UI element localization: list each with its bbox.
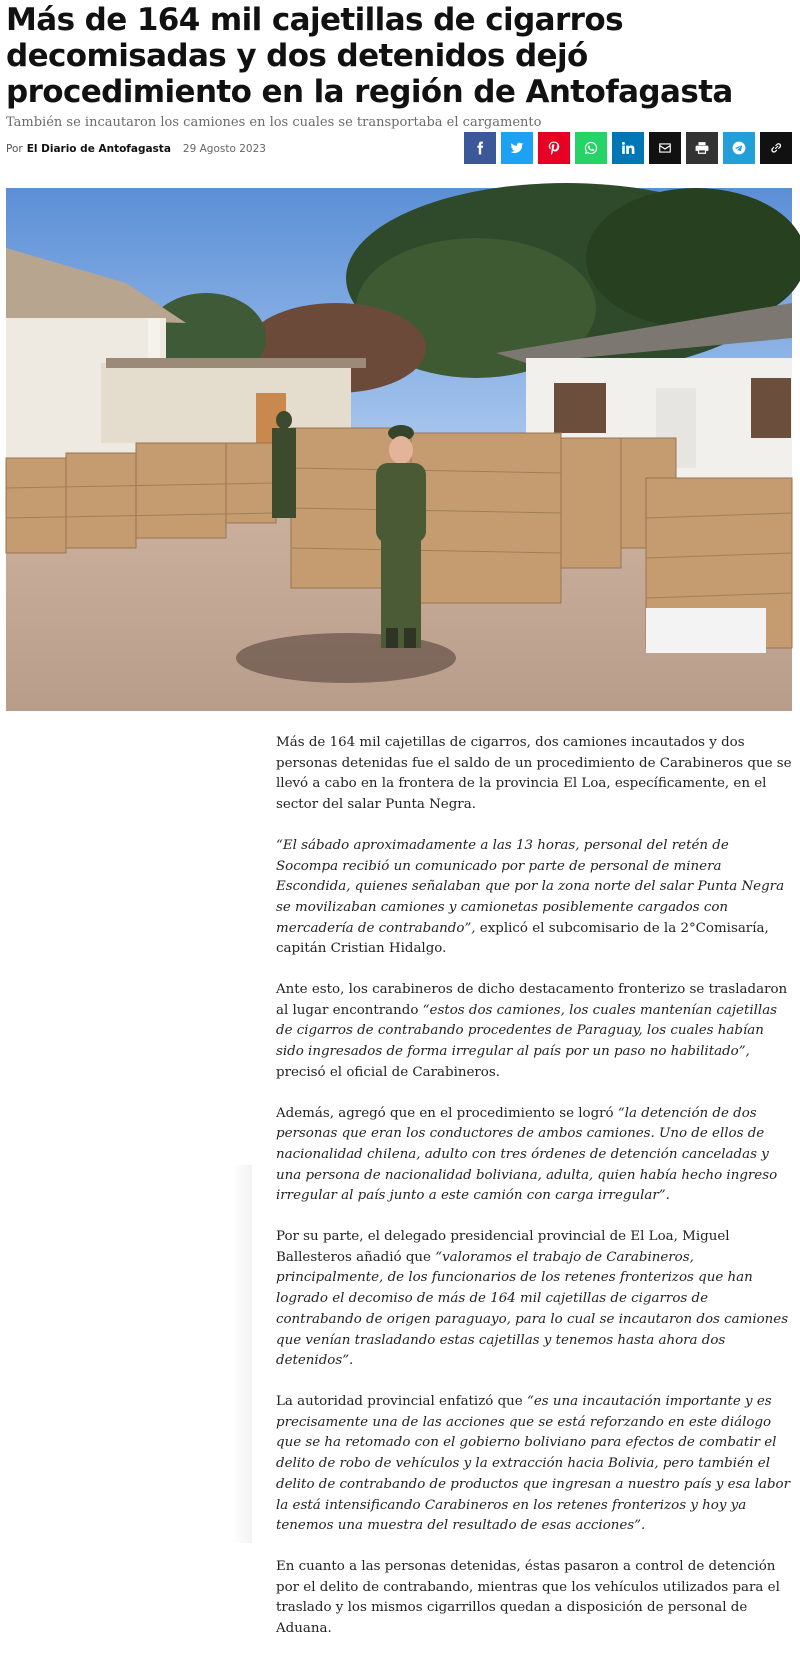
print-button[interactable] [686,132,718,164]
paragraph-4 [276,1104,792,1208]
whatsapp-icon [584,141,598,155]
quote: “la detención de dos personas que eran los conductores de ambos camiones. Uno de ellos de nacionalidad chilena, adulto con tres órdenes de detención canceladas y una persona de nacionalidad boliviana, adulta, quien había hecho ingreso irregular al país junto a este camión con carga irregular”. [276,1105,778,1204]
author-link[interactable]: El Diario de Antofagasta [26,143,171,155]
share-email-button[interactable] [649,132,681,164]
quote: “estos dos camiones, los cuales mantenían cajetillas de cigarros de contrabando procedentes de Paraguay, los cuales habían sido ingresados de forma irregular al país por un paso no habilitado”, [276,1002,778,1060]
twitter-icon [510,141,524,155]
paragraph-2 [276,836,792,960]
quote: “valoramos el trabajo de Carabineros, principalmente, de los funcionarios de los retenes fronterizos que han logrado el decomiso de más de 164 mil cajetillas de cigarros de contrabando de origen paraguayo, para lo cual se incautaron dos camiones que venían trasladando estas cajetillas y tenemos hasta ahora dos detenidos”. [276,1249,789,1369]
paragraph-text: Además, agregó que en el procedimiento se logró [276,1105,618,1121]
hero-photo-illustration [6,188,792,711]
paragraph-7: En cuanto a las personas detenidas, éstas pasaron a control de detención por el delito de contrabando, mientras que los vehículos utilizados para el traslado y los mismos cigarrillos quedan a disposición de personal de Aduana. [276,1558,780,1637]
email-icon [658,141,672,155]
share-facebook-button[interactable] [464,132,496,164]
article-subtitle: También se incautaron los camiones en los cuales se transportaba el cargamento [6,115,542,130]
quote: “El sábado aproximadamente a las 13 horas, personal del retén de Socompa recibió un comunicado por parte de personal de minera Escondida, quienes señalaban que por la zona norte del salar Punta Negra se movilizaban camiones y camionetas posiblemente cargados con mercadería de contrabando”, [276,837,785,936]
paragraph-text: Por su parte, el delegado presidencial provincial de El Loa, Miguel Ballesteros añadió que [276,1229,730,1265]
linkedin-icon [621,141,635,155]
share-bar [464,132,792,164]
share-linkedin-button[interactable] [612,132,644,164]
print-icon [695,141,709,155]
paragraph-1: Más de 164 mil cajetillas de cigarros, dos camiones incautados y dos personas detenidas fue el saldo de un procedimiento de Carabineros que se llevó a cabo en la frontera de la provincia El Loa, específicamente, en el sector del salar Punta Negra. [276,735,792,813]
share-telegram-button[interactable] [723,132,755,164]
article-body [276,733,792,1660]
paragraph-6 [276,1392,792,1537]
sidebar-ad-space [6,1165,252,1543]
paragraph-5 [276,1227,792,1372]
copy-link-button[interactable] [760,132,792,164]
share-twitter-button[interactable] [501,132,533,164]
publish-date: 29 Agosto 2023 [182,143,266,155]
byline-prefix: Por [6,143,23,155]
paragraph-text: Ante esto, los carabineros de dicho destacamento fronterizo se trasladaron al lugar encontrando [276,982,788,1018]
share-whatsapp-button[interactable] [575,132,607,164]
quote: “es una incautación importante y es precisamente una de las acciones que se está reforzando en este diálogo que se ha retomado con el gobierno boliviano para efectos de combatir el delito de robo de vehículos y la extracción hacia Bolivia, pero también el delito de contrabando de productos que ingresan a nuestro país y esa labor la está intensificando Carabineros en los retenes fronterizos y hoy ya tenemos una muestra del resultado de esas acciones”. [276,1393,791,1534]
paragraph-text: explicó el subcomisario de la 2°Comisaría, capitán Cristian Hidalgo. [276,920,769,957]
copy-link-icon [769,141,783,155]
pinterest-icon [547,141,561,155]
telegram-icon [732,141,746,155]
article-headline: Más de 164 mil cajetillas de cigarros decomisadas y dos detenidos dejó procedimiento en la región de Antofagasta [6,2,733,110]
paragraph-text: precisó el oficial de Carabineros. [276,1064,500,1080]
hero-photo [6,188,792,711]
share-pinterest-button[interactable] [538,132,570,164]
facebook-icon [473,141,487,155]
paragraph-3 [276,980,792,1084]
byline [6,143,266,155]
paragraph-text: La autoridad provincial enfatizó que [276,1393,527,1409]
